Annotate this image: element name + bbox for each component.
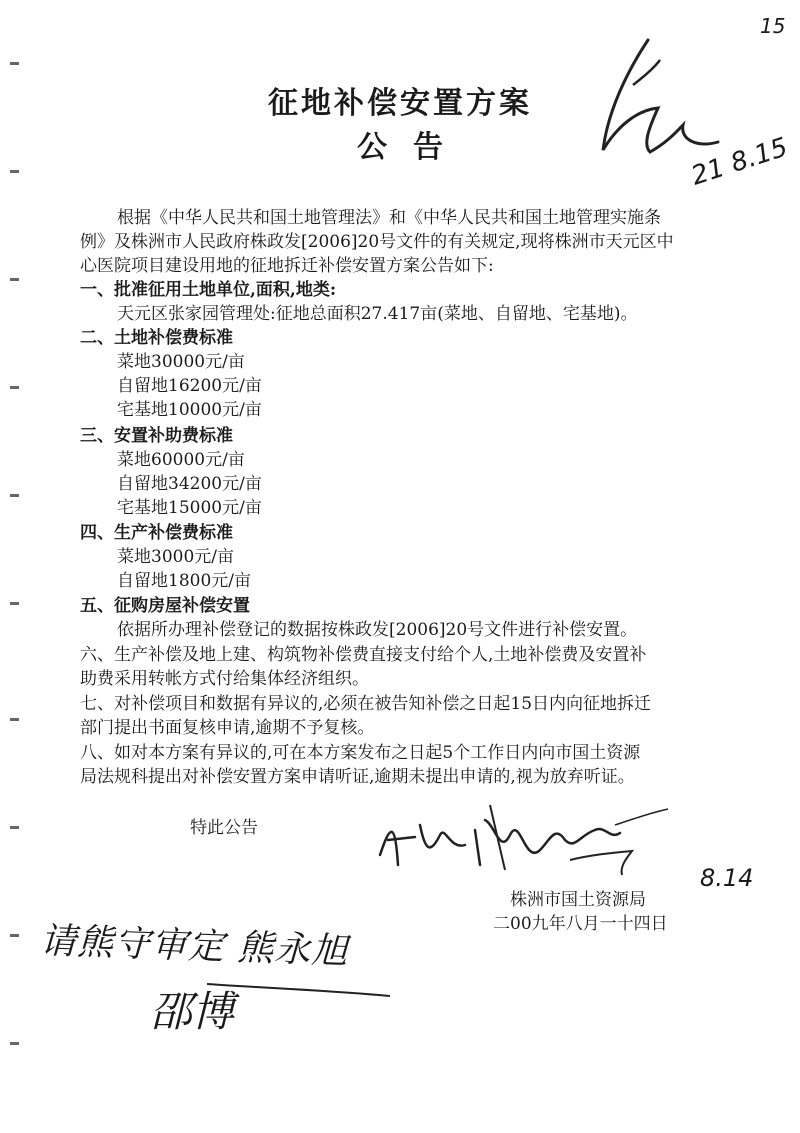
section-5-text: 依据所办理补偿登记的数据按株政发[2006]20号文件进行补偿安置。 (117, 620, 638, 640)
binder-mark (10, 718, 19, 721)
binder-mark (10, 386, 19, 389)
issuer: 株洲市国土资源局 (510, 890, 646, 910)
section-2-item: 宅基地10000元/亩 (117, 400, 262, 420)
section-8-line-1: 八、如对本方案有异议的,可在本方案发布之日起5个工作日内向市国土资源 (80, 743, 641, 763)
binder-mark (10, 494, 19, 497)
section-2-item: 自留地16200元/亩 (117, 376, 262, 396)
issue-date: 二00九年八月一十四日 (493, 914, 668, 934)
section-8-line-2: 局法规科提出对补偿安置方案申请听证,逾期未提出申请的,视为放弃听证。 (80, 767, 635, 787)
section-6-line-2: 助费采用转帐方式付给集体经济组织。 (80, 669, 369, 689)
handwritten-remark: 请熊守审定 熊永旭 (39, 920, 350, 973)
section-7-line-1: 七、对补偿项目和数据有异议的,必须在被告知补偿之日起15日内向征地拆迁 (80, 694, 652, 714)
binder-mark (10, 1042, 19, 1045)
section-4-item: 自留地1800元/亩 (117, 571, 251, 591)
section-3-item: 菜地60000元/亩 (117, 450, 245, 470)
section-3-item: 宅基地15000元/亩 (117, 498, 262, 518)
page-number: 15 (760, 14, 786, 38)
closing-text: 特此公告 (190, 818, 258, 838)
binder-mark (10, 62, 19, 65)
section-2-heading: 二、土地补偿费标准 (80, 328, 233, 348)
section-3-heading: 三、安置补助费标准 (80, 426, 233, 446)
document-title: 征地补偿安置方案 (268, 86, 532, 121)
intro-line-1: 根据《中华人民共和国土地管理法》和《中华人民共和国土地管理实施条 (117, 208, 661, 228)
section-7-line-2: 部门提出书面复核申请,逾期不予复核。 (80, 718, 375, 738)
section-3-item: 自留地34200元/亩 (117, 474, 262, 494)
binder-mark (10, 278, 19, 281)
intro-line-2: 例》及株洲市人民政府株政发[2006]20号文件的有关规定,现将株洲市天元区中 (80, 232, 674, 252)
section-1-heading: 一、批准征用土地单位,面积,地类: (80, 280, 337, 300)
handwritten-date-top: 21 8.15 (687, 132, 792, 192)
section-4-item: 菜地3000元/亩 (117, 547, 234, 567)
handwritten-date-middle: 8.14 (700, 864, 754, 892)
handwritten-signature (370, 795, 670, 885)
document-subtitle: 公告 (357, 130, 469, 165)
section-4-heading: 四、生产补偿费标准 (80, 523, 233, 543)
binder-mark (10, 602, 19, 605)
handwritten-signature-2: 邵博 (150, 987, 235, 1036)
intro-line-3: 心医院项目建设用地的征地拆迁补偿安置方案公告如下: (80, 256, 494, 276)
section-5-heading: 五、征购房屋补偿安置 (80, 596, 250, 616)
binder-mark (10, 934, 19, 937)
binder-mark (10, 170, 19, 173)
section-2-item: 菜地30000元/亩 (117, 352, 245, 372)
handwritten-approval-mark (588, 30, 788, 210)
section-1-text: 天元区张家园管理处:征地总面积27.417亩(菜地、自留地、宅基地)。 (117, 304, 638, 324)
binder-mark (10, 826, 19, 829)
section-6-line-1: 六、生产补偿及地上建、构筑物补偿费直接支付给个人,土地补偿费及安置补 (80, 645, 647, 665)
